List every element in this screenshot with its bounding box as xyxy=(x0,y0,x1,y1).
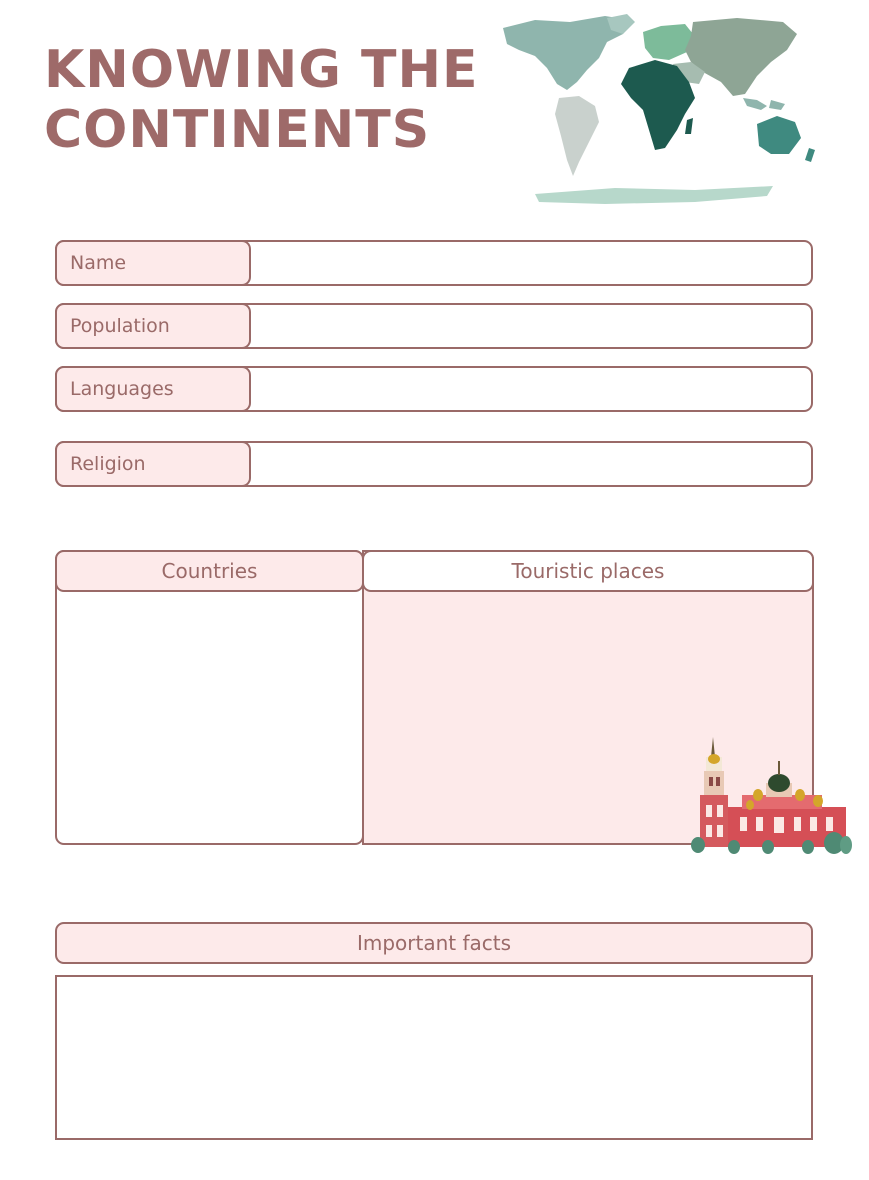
title-line-1: KNOWING THE xyxy=(44,40,479,100)
cathedral-illustration xyxy=(690,735,852,855)
population-field xyxy=(55,303,813,349)
languages-input[interactable] xyxy=(253,368,811,410)
countries-header: Countries xyxy=(55,550,364,592)
population-label: Population xyxy=(55,303,251,349)
title-line-2: CONTINENTS xyxy=(44,100,431,160)
name-field xyxy=(55,240,813,286)
world-map-illustration xyxy=(495,10,840,210)
touristic-places-header: Touristic places xyxy=(362,550,814,592)
name-input[interactable] xyxy=(253,242,811,284)
languages-label: Languages xyxy=(55,366,251,412)
languages-field xyxy=(55,366,813,412)
important-facts-header: Important facts xyxy=(55,922,813,964)
countries-area[interactable] xyxy=(55,550,364,845)
name-label: Name xyxy=(55,240,251,286)
population-input[interactable] xyxy=(253,305,811,347)
important-facts-area[interactable] xyxy=(55,975,813,1140)
religion-input[interactable] xyxy=(253,443,811,485)
religion-field xyxy=(55,441,813,487)
religion-label: Religion xyxy=(55,441,251,487)
page-title xyxy=(44,40,479,160)
